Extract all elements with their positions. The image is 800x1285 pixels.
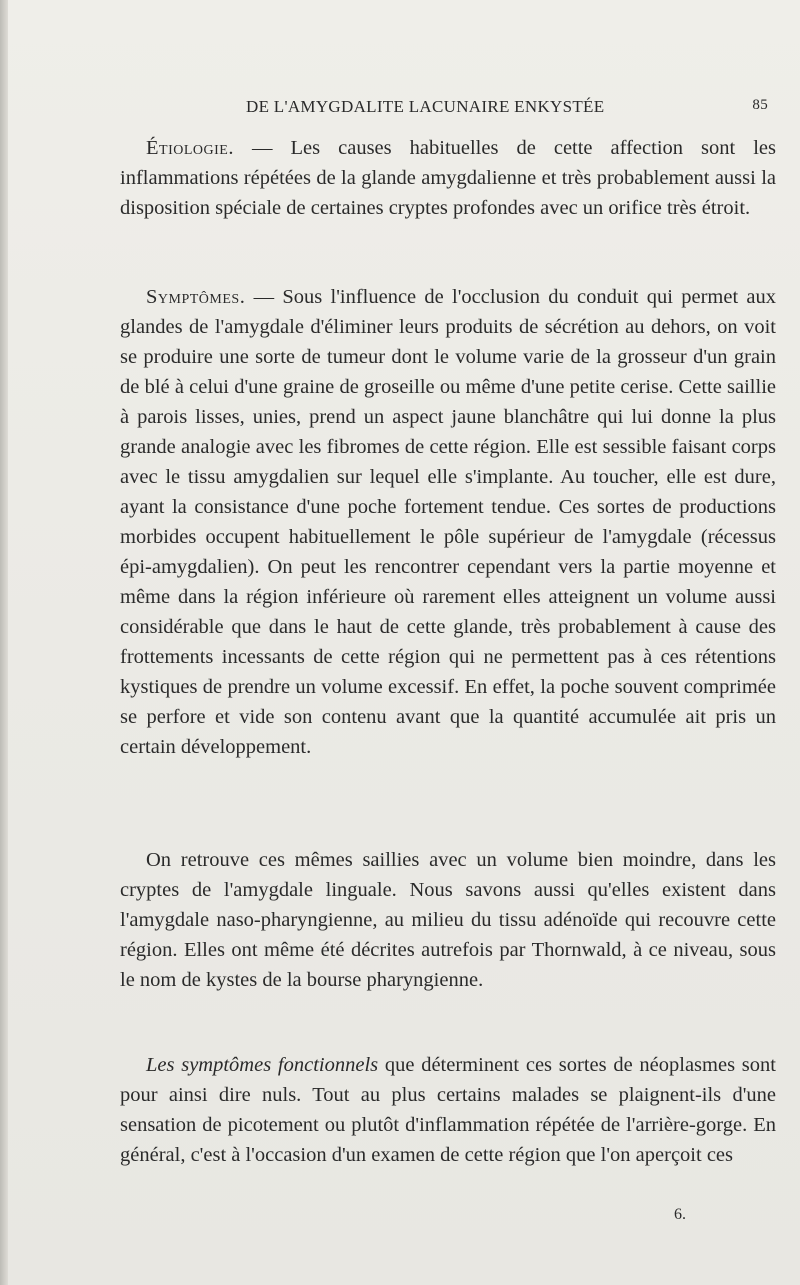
signature-mark: 6. xyxy=(674,1206,686,1223)
heading-dash: — xyxy=(233,137,291,159)
section-heading-etiologie: Étiologie. xyxy=(146,137,234,159)
running-header xyxy=(120,97,780,121)
running-title: DE L'AMYGDALITE LACUNAIRE ENKYSTÉE xyxy=(246,97,605,116)
section-heading-symptomes: Symptômes. xyxy=(146,286,246,308)
retrouve-text: On retrouve ces mêmes saillies avec un volume bien moindre, dans les cryptes de l'amygdale linguale. Nous savons aussi qu'elles existent dans l'amygdale naso-pharyngienne, au milieu du tissu adénoïde qui recouvre cette région. Elles ont même été décrites autrefois par Thornwald, à ce niveau, sous le nom de kystes de la bourse pharyngienne. xyxy=(120,849,776,991)
symptomes-text: Sous l'influence de l'occlusion du conduit qui permet aux glandes de l'amygdale d'éliminer leurs produits de sécrétion au dehors, on voit se produire une sorte de tumeur dont le volume varie de la grosseur d'un grain de blé à celui d'une graine de groseille ou même d'une petite cerise. Cette saillie à parois lisses, unies, prend un aspect jaune blanchâtre qui lui donne la plus grande analogie avec les fibromes de cette région. Elle est sessible faisant corps avec le tissu amygdalien sur lequel elle s'implante. Au toucher, elle est dure, ayant la consistance d'une poche fortement tendue. Ces sortes de productions morbides occupent habituellement le pôle supérieur de l'amygdale (récessus épi-amygdalien). On peut les rencontrer cependant vers la partie moyenne et même dans la région inférieure où rarement elles atteignent un volume aussi considérable que dans le haut de cette glande, très probablement à cause des frottements incessants de cette région qui ne permettent pas à ces rétentions kystiques de prendre un volume excessif. En effet, la poche souvent comprimée se perfore et vide son contenu avant que la quantité accumulée ait pris un certain développement. xyxy=(120,286,776,758)
paragraph-retrouve xyxy=(120,845,776,995)
heading-dash: — xyxy=(245,286,283,308)
paragraph-fonctionnels xyxy=(120,1050,776,1170)
page-number: 85 xyxy=(752,97,768,113)
paragraph-etiologie xyxy=(120,133,776,223)
fonctionnels-text: que déterminent ces sortes de néoplasmes sont pour ainsi dire nuls. Tout au plus certains malades se plaignent-ils d'une sensation de picotement ou plutôt d'inflammation répétée de l'arrière-gorge. En général, c'est à l'occasion d'un examen de cette région que l'on aperçoit ces xyxy=(120,1054,776,1166)
page-edge-shadow xyxy=(0,0,8,1285)
paragraph-symptomes xyxy=(120,282,776,762)
italic-lead-fonctionnels: Les symptômes fonctionnels xyxy=(146,1054,379,1076)
etiologie-text: Les causes habituelles de cette affection sont les inflammations répétées de la glande amygdalienne et très probablement aussi la disposition spéciale de certaines cryptes profondes avec un orifice très étroit. xyxy=(120,137,776,219)
